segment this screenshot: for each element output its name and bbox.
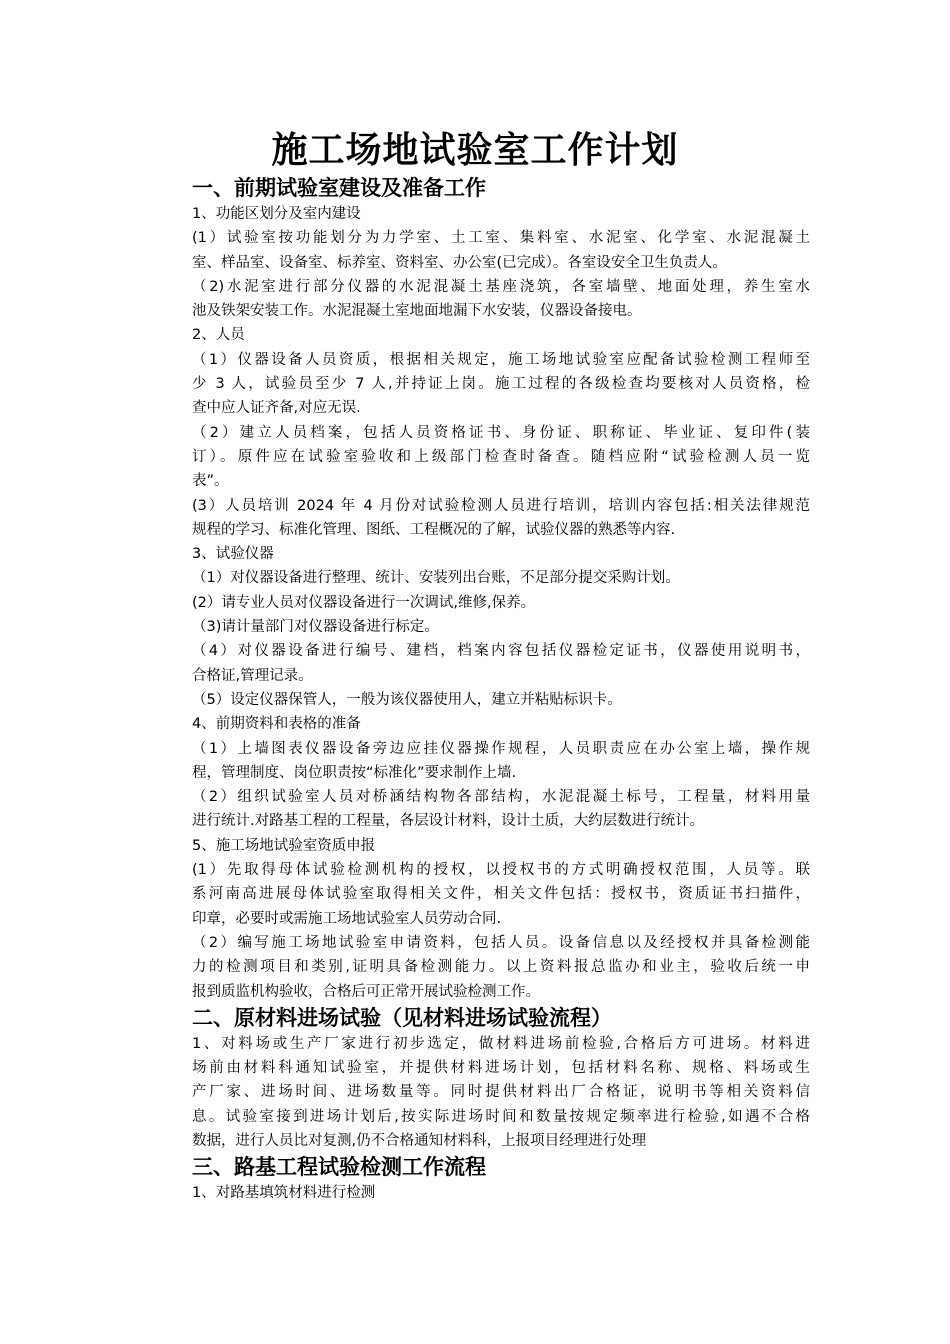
paragraph-line: （1）对仪器设备进行整理、统计、安装列出台账，不足部分提交采购计划。 bbox=[192, 570, 680, 587]
paragraph bbox=[192, 1181, 810, 1205]
paragraph-line: 表”。 bbox=[192, 473, 229, 490]
paragraph-line: 少 3 人，试验员至少 7 人,并持证上岗。施工过程的各级检查均要核对人员资格，检 bbox=[192, 376, 810, 393]
paragraph bbox=[192, 639, 810, 688]
paragraph-line: 合格证,管理记录。 bbox=[192, 667, 313, 684]
heading-text: 三、路基工程试验检测工作流程 bbox=[192, 1155, 486, 1180]
paragraph bbox=[192, 421, 810, 494]
paragraph bbox=[192, 858, 810, 931]
paragraph bbox=[192, 615, 810, 639]
section-heading bbox=[192, 1153, 810, 1181]
paragraph-line: (2）请专业人员对仪器设备进行一次调试,维修,保养。 bbox=[192, 594, 536, 611]
paragraph bbox=[192, 688, 810, 712]
paragraph bbox=[192, 1032, 810, 1153]
paragraph-line: 2、人员 bbox=[192, 327, 245, 344]
paragraph bbox=[192, 591, 810, 615]
paragraph-line: 订）。原件应在试验室验收和上级部门检查时备查。随档应附“试验检测人员一览 bbox=[192, 448, 810, 465]
section-heading bbox=[192, 174, 810, 202]
paragraph-line: 印章，必要时或需施工场地试验室人员劳动合同. bbox=[192, 910, 502, 927]
paragraph bbox=[192, 323, 810, 347]
paragraph-line: 室、样品室、设备室、标养室、资料室、办公室(已完成）。各室设安全卫生负责人。 bbox=[192, 254, 727, 271]
paragraph-line: 规程的学习、标准化管理、图纸、工程概况的了解，试验仪器的熟悉等内容. bbox=[192, 521, 676, 538]
heading-text: 二、原材料进场试验（见材料进场试验流程） bbox=[192, 1005, 612, 1030]
paragraph-line: (1）先取得母体试验检测机构的授权，以授权书的方式明确授权范围，人员等。联 bbox=[192, 862, 810, 879]
paragraph-line: （5）设定仪器保管人，一般为该仪器使用人，建立并粘贴标识卡。 bbox=[192, 691, 622, 708]
paragraph-line: 系河南高进展母体试验室取得相关文件，相关文件包括：授权书，资质证书扫描件， bbox=[192, 886, 810, 903]
paragraph-line: （4）对仪器设备进行编号、建档，档案内容包括仪器检定证书，仪器使用说明书， bbox=[192, 643, 810, 660]
paragraph-line: 1、对路基填筑材料进行检测 bbox=[192, 1185, 376, 1202]
paragraph bbox=[192, 737, 810, 786]
paragraph bbox=[192, 834, 810, 858]
paragraph-line: （2）组织试验室人员对桥涵结构物各部结构，水泥混凝土标号，工程量，材料用量 bbox=[192, 789, 810, 806]
paragraph bbox=[192, 542, 810, 566]
paragraph-line: 程，管理制度、岗位职责按“标准化”要求制作上墙. bbox=[192, 764, 517, 781]
paragraph-line: 数据，进行人员比对复测,仍不合格通知材料科，上报项目经理进行处理 bbox=[192, 1132, 647, 1149]
paragraph bbox=[192, 494, 810, 543]
paragraph-line: (3）人员培训 2024 年 4 月份对试验检测人员进行培训，培训内容包括:相关法律规范 bbox=[192, 497, 810, 514]
paragraph bbox=[192, 275, 810, 324]
paragraph-line: 报到质监机构验收，合格后可正常开展试验检测工作。 bbox=[192, 983, 540, 1000]
paragraph bbox=[192, 226, 810, 275]
section-heading bbox=[192, 1004, 810, 1032]
paragraph-line: 1、对料场或生产厂家进行初步选定，做材料进场前检验,合格后方可进场。材料进 bbox=[192, 1035, 810, 1052]
paragraph-line: （1）仪器设备人员资质，根据相关规定，施工场地试验室应配备试验检测工程师至 bbox=[192, 351, 810, 368]
paragraph-line: 3、试验仪器 bbox=[192, 546, 274, 563]
paragraph bbox=[192, 348, 810, 421]
paragraph-line: 力的检测项目和类别,证明具备检测能力。以上资料报总监办和业主，验收后统一申 bbox=[192, 959, 810, 976]
paragraph bbox=[192, 712, 810, 736]
paragraph-line: 产厂家、进场时间、进场数量等。同时提供材料出厂合格证，说明书等相关资料信 bbox=[192, 1084, 810, 1101]
heading-text: 一、前期试验室建设及准备工作 bbox=[192, 176, 486, 200]
paragraph-line: 息。试验室接到进场计划后,按实际进场时间和数量按规定频率进行检验,如遇不合格 bbox=[192, 1108, 810, 1125]
paragraph-line: （3)请计量部门对仪器设备进行标定。 bbox=[192, 619, 439, 636]
paragraph bbox=[192, 202, 810, 226]
paragraph bbox=[192, 931, 810, 1004]
paragraph-line: (1）试验室按功能划分为力学室、土工室、集料室、水泥室、化学室、水泥混凝土 bbox=[192, 230, 810, 247]
paragraph-line: 4、前期资料和表格的准备 bbox=[192, 716, 361, 733]
paragraph-line: 5、施工场地试验室资质申报 bbox=[192, 837, 376, 854]
paragraph-line: （2)水泥室进行部分仪器的水泥混凝土基座浇筑，各室墙壁、地面处理，养生室水 bbox=[192, 278, 810, 295]
paragraph-line: 1、功能区划分及室内建设 bbox=[192, 206, 361, 222]
paragraph-line: 池及铁架安装工作。水泥混凝土室地面地漏下水安装，仪器设备接电。 bbox=[192, 303, 642, 320]
paragraph-line: （2）编写施工场地试验室申请资料，包括人员。设备信息以及经授权并具备检测能 bbox=[192, 934, 810, 951]
paragraph-line: 进行统计.对路基工程的工程量，各层设计材料，设计土质，大约层数进行统计。 bbox=[192, 813, 705, 830]
paragraph-line: 查中应人证齐备,对应无误. bbox=[192, 400, 361, 417]
paragraph bbox=[192, 785, 810, 834]
paragraph-line: 场前由材料科通知试验室，并提供材料进场计划，包括材料名称、规格、料场或生 bbox=[192, 1060, 810, 1077]
paragraph-line: （1）上墙图表仪器设备旁边应挂仪器操作规程，人员职责应在办公室上墙，操作规 bbox=[192, 740, 810, 757]
document-body bbox=[192, 174, 810, 1206]
document-title: 施工场地试验室工作计划 bbox=[271, 129, 679, 171]
paragraph-line: （2）建立人员档案，包括人员资格证书、身份证、职称证、毕业证、复印件(装 bbox=[192, 424, 810, 441]
paragraph bbox=[192, 566, 810, 590]
